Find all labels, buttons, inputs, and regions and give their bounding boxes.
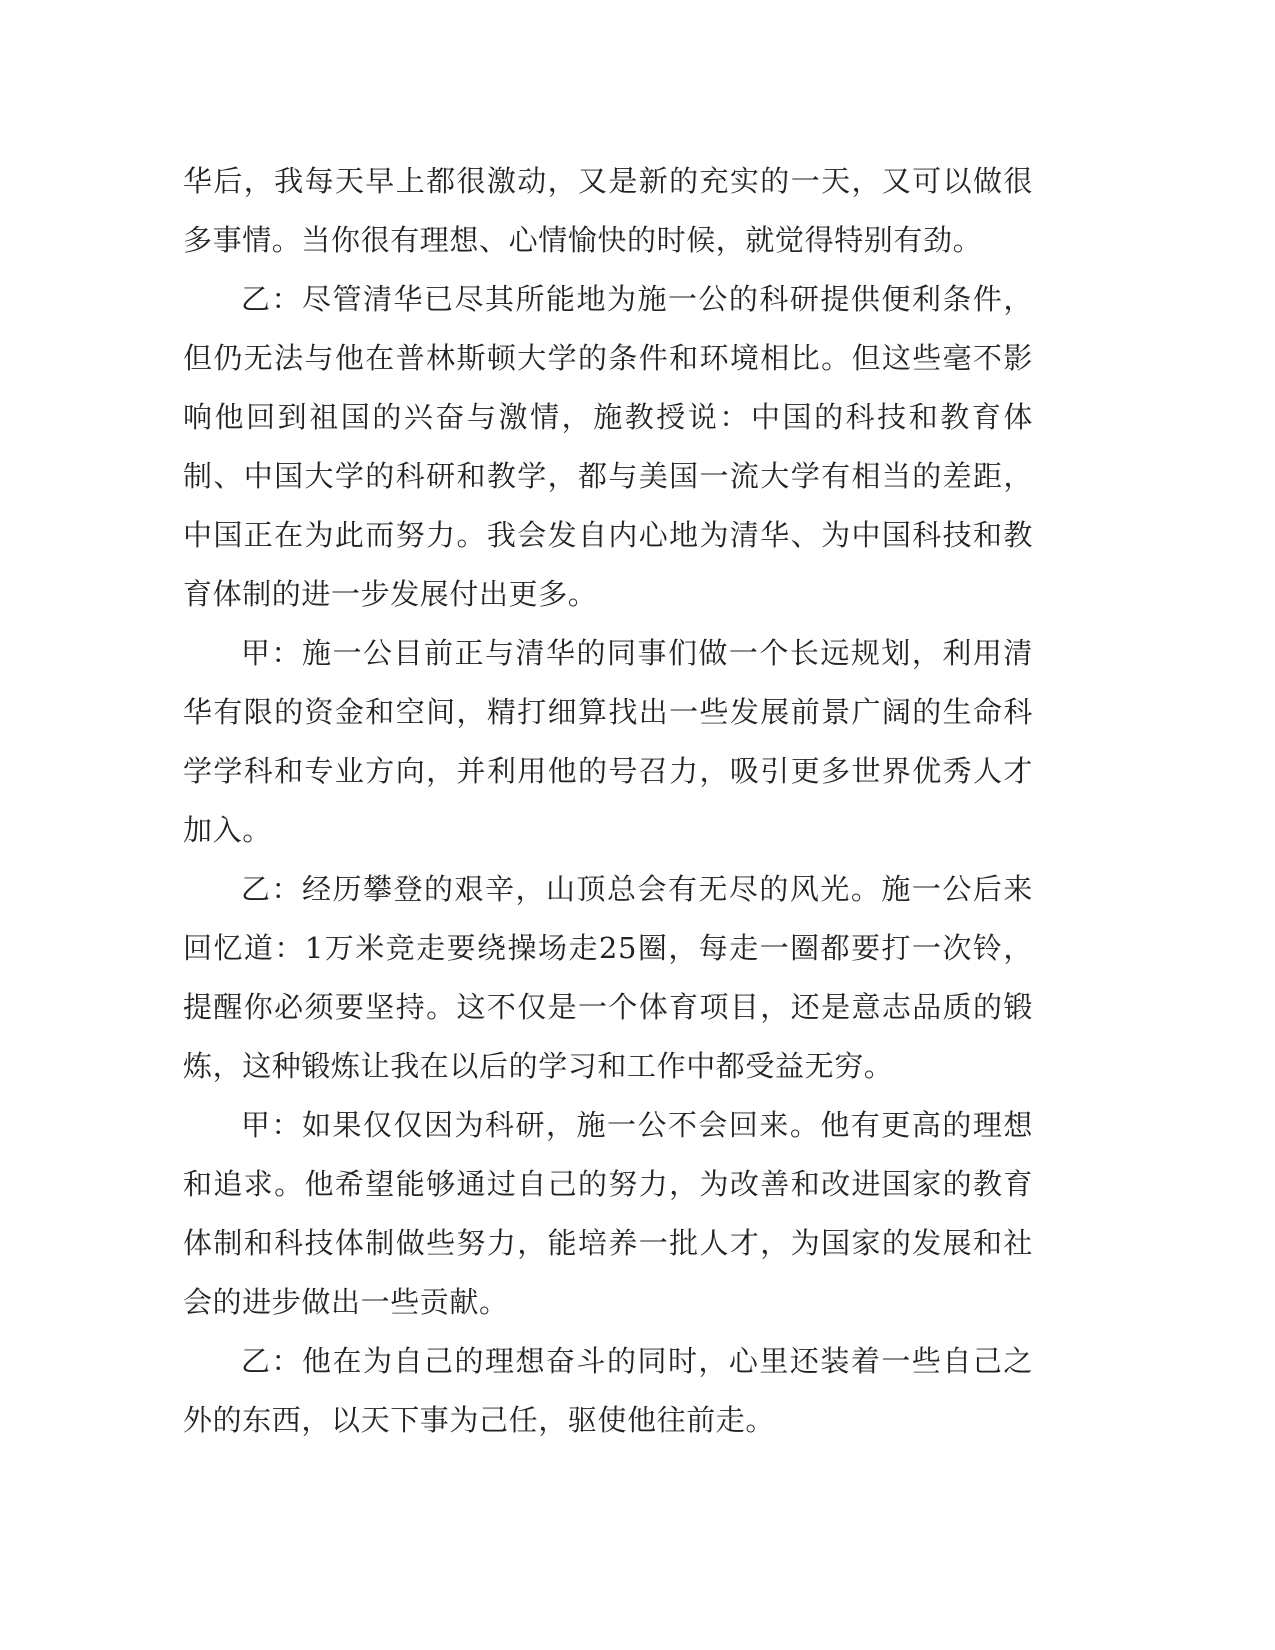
paragraph-4: 乙：经历攀登的艰辛，山顶总会有无尽的风光。施一公后来回忆道：1万米竞走要绕操场走25圈，每走一圈都要打一次铃，提醒你必须要坚持。这不仅是一个体育项目，还是意志品质的锻炼，这种锻炼让我在以后的学习和工作中都受益无穷。 xyxy=(183,872,1033,1083)
paragraph-3: 甲：施一公目前正与清华的同事们做一个长远规划，利用清华有限的资金和空间，精打细算找出一些发展前景广阔的生命科学学科和专业方向，并利用他的号召力，吸引更多世界优秀人才加入。 xyxy=(183,636,1033,847)
paragraph-1: 华后，我每天早上都很激动，又是新的充实的一天，又可以做很多事情。当你很有理想、心情愉快的时候，就觉得特别有劲。 xyxy=(183,164,1033,257)
paragraph-5: 甲：如果仅仅因为科研，施一公不会回来。他有更高的理想和追求。他希望能够通过自己的努力，为改善和改进国家的教育体制和科技体制做些努力，能培养一批人才，为国家的发展和社会的进步做出一些贡献。 xyxy=(183,1108,1033,1319)
paragraph-2: 乙：尽管清华已尽其所能地为施一公的科研提供便利条件，但仍无法与他在普林斯顿大学的条件和环境相比。但这些毫不影响他回到祖国的兴奋与激情，施教授说：中国的科技和教育体制、中国大学的科研和教学，都与美国一流大学有相当的差距，中国正在为此而努力。我会发自内心地为清华、为中国科技和教育体制的进一步发展付出更多。 xyxy=(183,282,1033,611)
paragraph-6: 乙：他在为自己的理想奋斗的同时，心里还装着一些自己之外的东西，以天下事为己任，驱使他往前走。 xyxy=(183,1344,1033,1437)
body-text xyxy=(183,152,1033,1450)
